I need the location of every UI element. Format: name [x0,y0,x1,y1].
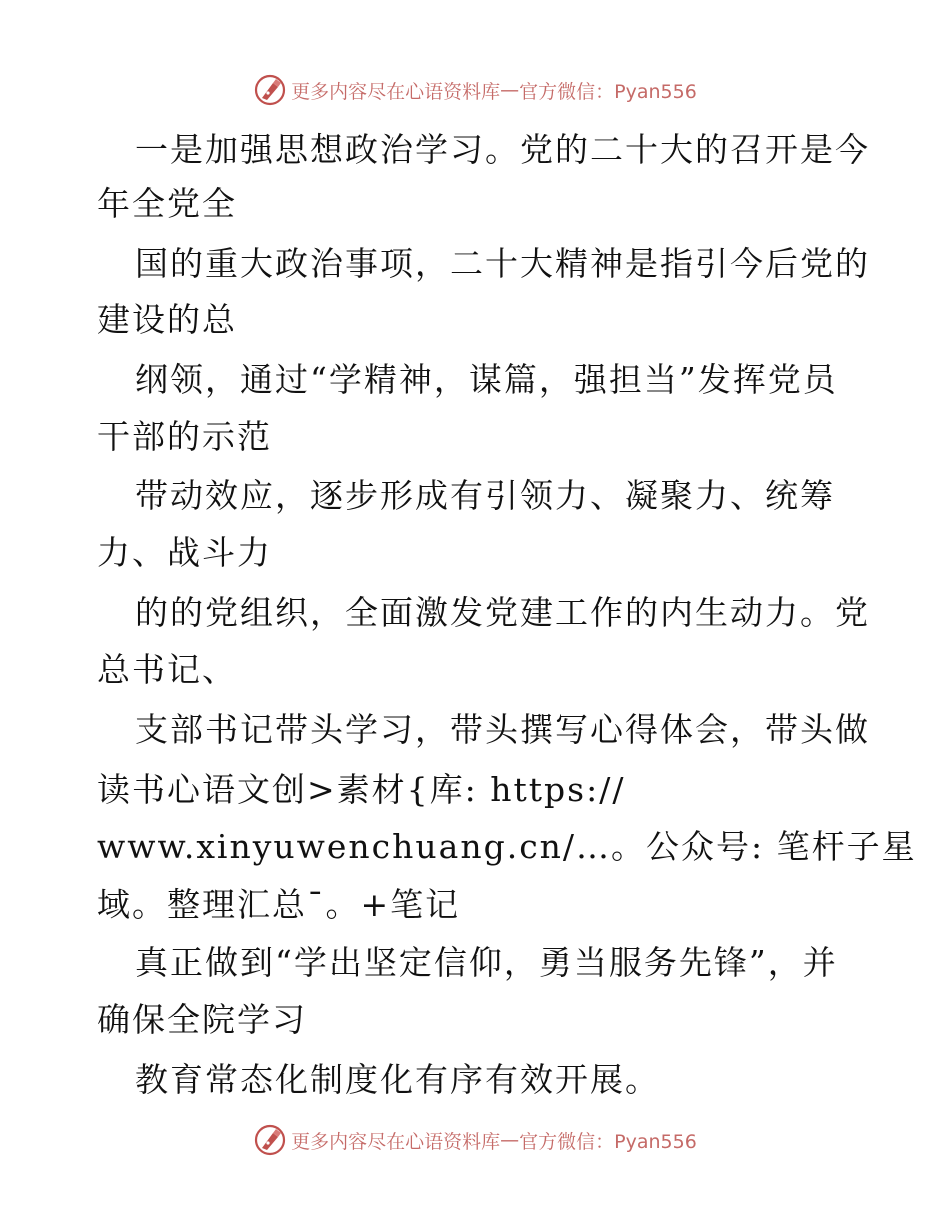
header-watermark-banner [0,70,950,110]
banner-main-text: 更多内容尽在心语资料库 [291,1130,501,1153]
pen-nib-icon [253,73,287,107]
banner-suffix-text: 官方微信：Pyan556 [519,80,697,103]
text-line: 真正做到“学出坚定信仰，勇当服务先锋”，并 [135,943,838,982]
text-line: 纲领，通过“学精神，谋篇，强担当”发挥党员 [135,360,838,399]
text-line: 教育常态化制度化有序有效开展。 [135,1060,660,1099]
text-line: 一是加强思想政治学习。党的二十大的召开是今 [135,130,870,169]
footer-watermark-banner [0,1120,950,1160]
text-line: www.xinyuwenchuang.cn/…。公众号: 笔杆子星 [97,827,917,866]
text-line: 支部书记带头学习，带头撰写心得体会，带头做 [135,710,870,749]
text-line: 干部的示范 [97,417,272,456]
text-line: 力、战斗力 [97,533,272,572]
banner-suffix-text: 官方微信：Pyan556 [519,1130,697,1153]
banner-separator: — [500,1129,520,1151]
text-line: 国的重大政治事项，二十大精神是指引今后党的 [135,244,870,283]
text-line: 年全党全 [97,184,237,223]
text-line: 确保全院学习 [97,1000,307,1039]
text-line: 总书记、 [97,650,237,689]
banner-main-text: 更多内容尽在心语资料库 [291,80,501,103]
banner-separator: — [500,79,520,101]
text-line: 域。整理汇总¯。+笔记 [97,885,461,924]
pen-nib-icon [253,1123,287,1157]
text-line: 建设的总 [97,300,237,339]
text-line: 读书心语文创>素材{库: https:// [97,770,626,809]
text-line: 的的党组织，全面激发党建工作的内生动力。党 [135,593,870,632]
text-line: 带动效应，逐步形成有引领力、凝聚力、统筹 [135,476,835,515]
